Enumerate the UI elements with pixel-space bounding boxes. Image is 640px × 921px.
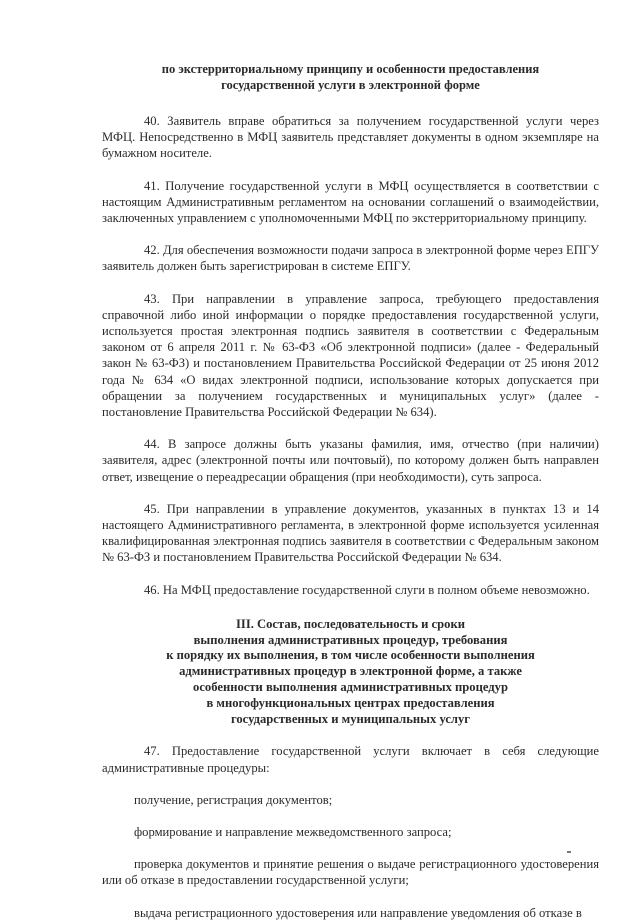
section-title-line-4: административных процедур в электронной форме, а также <box>179 664 522 679</box>
section-title-line-5: особенности выполнения административных процедур <box>193 680 508 695</box>
subsection-heading <box>102 62 599 93</box>
procedure-item-4: выдача регистрационного удостоверения или направление уведомления об отказе в <box>134 905 582 920</box>
paragraph-41: 41. Получение государственной услуги в МФЦ осуществляется в соответствии с настоящим Административным регламентом на основании соглашений о взаимодействии, заключенных управлением с уполномоченными МФЦ по экстерриториальному принципу. <box>102 178 599 226</box>
heading-line-2: государственной услуги в электронной форме <box>221 77 480 92</box>
paragraph-42: 42. Для обеспечения возможности подачи запроса в электронной форме через ЕПГУ заявитель должен быть зарегистрирован в системе ЕПГУ. <box>102 243 599 274</box>
section-title-line-3: к порядку их выполнения, в том числе особенности выполнения <box>166 648 535 663</box>
heading-line-1: по экстерриториальному принципу и особенности предоставления <box>161 62 540 76</box>
procedure-item-3: проверка документов и принятие решения о выдаче регистрационного удостоверения или об отказе в предоставлении государственной услуги; <box>102 857 599 888</box>
paragraph-47: 47. Предоставление государственной услуги включает в себя следующие административные процедуры: <box>102 744 599 775</box>
paragraph-45: 45. При направлении в управление документов, указанных в пунктах 13 и 14 настоящего Административного регламента, в электронной форме используется усиленная квалифицированная электронная подпись заявителя в соответствии с Федеральным законом № 63-ФЗ и постановлением Правительства Российской Федерации № 634. <box>102 501 599 565</box>
section-title-line-6: в многофункциональных центрах предоставления <box>206 695 495 710</box>
paragraph-43: 43. При направлении в управление запроса, требующего предоставления справочной либо иной информации о порядке предоставления государственной услуги, используется простая электронная подпись заявителя в соответствии с Федеральным законом от 6 апреля 2011 г. № 63-ФЗ «Об электронной подписи» (далее - Федеральный закон № 63-ФЗ) и постановлением Правительства Российской Федерации от 25 июня 2012 года № 634 «О видах электронной подписи, использование которых допускается при обращении за получением государственных и муниципальных услуг» (далее - постановление Правительства Российской Федерации № 634). <box>102 291 599 420</box>
document-page <box>102 62 599 921</box>
procedure-item-1: получение, регистрация документов; <box>134 792 333 807</box>
section-title-line-7: государственных и муниципальных услуг <box>230 711 471 726</box>
paragraph-44: 44. В запросе должны быть указаны фамилия, имя, отчество (при наличии) заявителя, адрес (электронной почты или почтовый), по которому должен быть направлен ответ, извещение о переадресации обращения (при необходимости), суть запроса. <box>102 437 599 484</box>
paragraph-46: 46. На МФЦ предоставление государственной слуги в полном объеме невозможно. <box>144 582 590 597</box>
section-3-title <box>102 617 599 728</box>
section-title-line-1: III. Состав, последовательность и сроки <box>236 616 465 631</box>
section-title-line-2: выполнения административных процедур, требования <box>193 632 508 647</box>
procedure-item-2: формирование и направление межведомственного запроса; <box>134 825 452 840</box>
paragraph-40: 40. Заявитель вправе обратиться за получением государственной услуги через МФЦ. Непосредственно в МФЦ заявитель представляет документы в одном экземпляре на бумажном носителе. <box>102 114 599 161</box>
scan-mark <box>567 851 571 853</box>
